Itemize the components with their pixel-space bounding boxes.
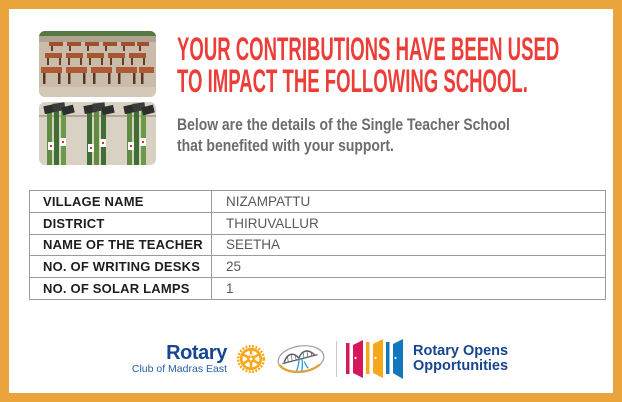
solar-lamps-illustration [39, 102, 156, 165]
rotary-wheel-icon [236, 344, 266, 374]
row-value: 25 [212, 256, 606, 278]
table-row [30, 278, 606, 300]
subtitle-line-2: that benefited with your support. [177, 136, 394, 155]
subtitle [177, 114, 583, 156]
row-label: DISTRICT [30, 212, 212, 234]
table-row [30, 191, 606, 213]
row-value: THIRUVALLUR [212, 212, 606, 234]
tagline-line-2: Opportunities [413, 358, 509, 374]
open-doors-icon [346, 338, 404, 380]
school-details-table [29, 190, 606, 300]
footer-divider [336, 341, 337, 377]
headline [177, 31, 622, 99]
writing-desks-illustration [39, 31, 156, 97]
row-value: NIZAMPATTU [212, 191, 606, 213]
headline-line-2: TO IMPACT THE FOLLOWING SCHOOL. [177, 62, 528, 99]
table-row [30, 256, 606, 278]
solar-lamps-photo [39, 102, 156, 165]
rotary-tagline [413, 344, 508, 375]
row-value: 1 [212, 278, 606, 300]
club-bridge-emblem [275, 339, 327, 379]
table-row [30, 212, 606, 234]
row-label: NO. OF WRITING DESKS [30, 256, 212, 278]
writing-desks-photo [39, 31, 156, 97]
headline-line-1: YOUR CONTRIBUTIONS HAVE BEEN USED [177, 31, 560, 67]
table-row [30, 234, 606, 256]
row-label: VILLAGE NAME [30, 191, 212, 213]
footer-logos [9, 333, 622, 385]
row-value: SEETHA [212, 234, 606, 256]
tagline-line-1: Rotary Opens [413, 342, 509, 359]
rotary-wordmark: Rotary [166, 342, 228, 364]
rotary-club-logo [132, 343, 227, 375]
row-label: NO. OF SOLAR LAMPS [30, 278, 212, 300]
row-label: NAME OF THE TEACHER [30, 234, 212, 256]
rotary-club-name: Club of Madras East [131, 363, 228, 375]
subtitle-line-1: Below are the details of the Single Teacher School [177, 115, 510, 134]
